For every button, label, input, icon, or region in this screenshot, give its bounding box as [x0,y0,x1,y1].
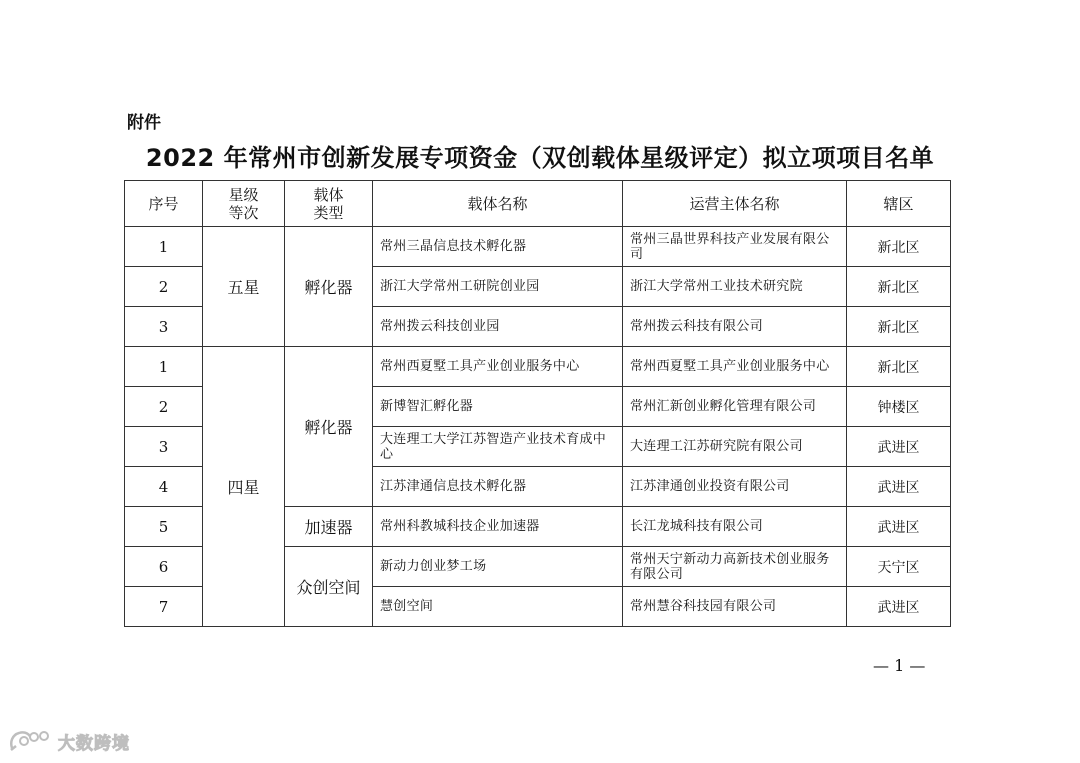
header-district: 辖区 [847,181,951,227]
cell-operator-name: 常州天宁新动力高新技术创业服务有限公司 [623,547,847,587]
header-star-level: 星级 等次 [203,181,285,227]
watermark-text: 大数跨境 [58,733,130,754]
cell-carrier-name: 新博智汇孵化器 [373,387,623,427]
cell-district: 新北区 [847,227,951,267]
cell-type-accelerator: 加速器 [285,507,373,547]
cell-type-incubator: 孵化器 [285,347,373,507]
watermark [8,728,130,754]
cell-carrier-name: 新动力创业梦工场 [373,547,623,587]
cell-type-incubator: 孵化器 [285,227,373,347]
cell-operator-name: 常州汇新创业孵化管理有限公司 [623,387,847,427]
header-carrier-name: 载体名称 [373,181,623,227]
project-list-table [124,180,951,627]
cell-operator-name: 常州慧谷科技园有限公司 [623,587,847,627]
cell-carrier-name: 常州西夏墅工具产业创业服务中心 [373,347,623,387]
cell-district: 新北区 [847,267,951,307]
cell-operator-name: 江苏津通创业投资有限公司 [623,467,847,507]
cell-district: 武进区 [847,587,951,627]
cell-carrier-name: 慧创空间 [373,587,623,627]
cell-carrier-name: 常州科教城科技企业加速器 [373,507,623,547]
cell-district: 钟楼区 [847,387,951,427]
cell-type-maker-space: 众创空间 [285,547,373,627]
cell-operator-name: 长江龙城科技有限公司 [623,507,847,547]
page-number: — 1 — [873,656,926,675]
table-row [125,227,951,267]
cell-carrier-name: 大连理工大学江苏智造产业技术育成中心 [373,427,623,467]
attachment-label: 附件 [127,113,161,133]
cell-operator-name: 常州西夏墅工具产业创业服务中心 [623,347,847,387]
header-serial-no: 序号 [125,181,203,227]
cell-carrier-name: 常州三晶信息技术孵化器 [373,227,623,267]
cell-operator-name: 常州拨云科技有限公司 [623,307,847,347]
cell-serial-no: 3 [125,427,203,467]
cell-serial-no: 2 [125,387,203,427]
table-header-row [125,181,951,227]
cell-serial-no: 1 [125,347,203,387]
cell-district: 武进区 [847,427,951,467]
cell-serial-no: 2 [125,267,203,307]
cell-district: 武进区 [847,467,951,507]
cell-star-five: 五星 [203,227,285,347]
cell-serial-no: 1 [125,227,203,267]
cell-district: 新北区 [847,347,951,387]
cell-district: 新北区 [847,307,951,347]
cell-district: 武进区 [847,507,951,547]
header-operator-name: 运营主体名称 [623,181,847,227]
cell-serial-no: 3 [125,307,203,347]
cell-district: 天宁区 [847,547,951,587]
document-title: 2022 年常州市创新发展专项资金（双创载体星级评定）拟立项项目名单 [145,144,935,172]
cell-carrier-name: 浙江大学常州工研院创业园 [373,267,623,307]
chat-bubble-logo-icon [8,728,54,754]
cell-star-four: 四星 [203,347,285,627]
cell-carrier-name: 常州拨云科技创业园 [373,307,623,347]
cell-serial-no: 5 [125,507,203,547]
header-carrier-type: 载体 类型 [285,181,373,227]
cell-serial-no: 7 [125,587,203,627]
cell-serial-no: 4 [125,467,203,507]
cell-carrier-name: 江苏津通信息技术孵化器 [373,467,623,507]
cell-operator-name: 大连理工江苏研究院有限公司 [623,427,847,467]
cell-serial-no: 6 [125,547,203,587]
table-row [125,347,951,387]
cell-operator-name: 浙江大学常州工业技术研究院 [623,267,847,307]
cell-operator-name: 常州三晶世界科技产业发展有限公司 [623,227,847,267]
